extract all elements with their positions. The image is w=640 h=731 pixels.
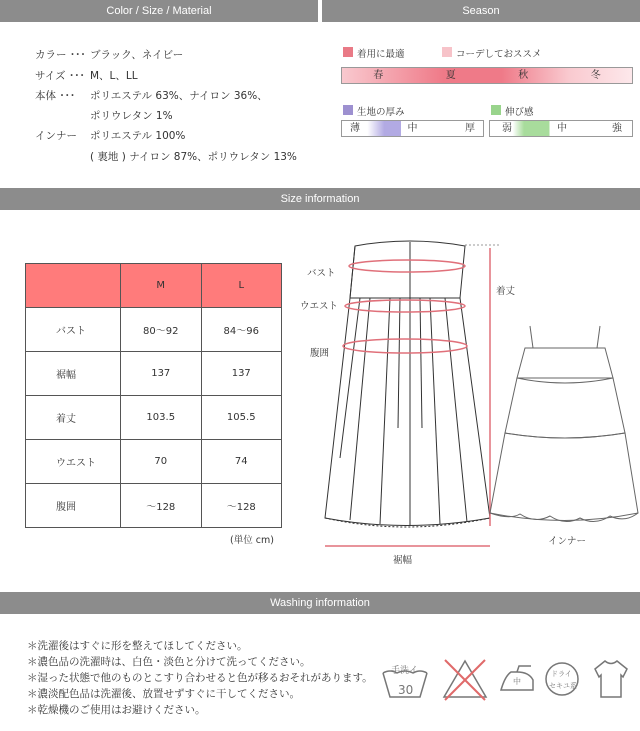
body-value-1: ポリエステル 63%、ナイロン 36%、 — [90, 90, 268, 102]
dry-clean-sub-label: セキユ系 — [549, 682, 577, 690]
row-label: 裾幅 — [26, 352, 121, 396]
diagram-belly-label: 腹囲 — [310, 348, 330, 359]
table-row — [26, 484, 282, 528]
inner-value-2: ( 裏地 ) ナイロン 87%、ポリウレタン 13% — [90, 151, 297, 163]
best-season-label: 着用に最適 — [357, 49, 405, 60]
washing-note: ＊濃色品の洗濯時は、白色・淡色と分けて洗ってください。 — [27, 656, 311, 668]
material-header: Color / Size / Material — [0, 0, 318, 22]
washing-note: ＊濃淡配色品は洗濯後、放置せずすぐに干してください。 — [27, 688, 300, 700]
hand-wash-label: 手洗イ — [391, 666, 419, 676]
season-summer: 夏 — [445, 70, 456, 81]
season-bar — [341, 67, 633, 84]
size-table-header — [26, 264, 282, 308]
washing-notes — [27, 638, 373, 718]
season-winter: 冬 — [590, 70, 601, 81]
diagram-hem-label: 裾幅 — [393, 555, 413, 566]
cell-m: 80〜92 — [121, 308, 202, 352]
cell-l: 74 — [201, 440, 282, 484]
table-row — [26, 308, 282, 352]
cell-l: 137 — [201, 352, 282, 396]
iron-temp-label: 中 — [513, 677, 521, 686]
washing-note: ＊洗濯後はすぐに形を整えてほしてください。 — [27, 640, 248, 652]
coord-season-swatch — [442, 47, 452, 57]
thickness-thick: 厚 — [465, 123, 476, 134]
cell-m: 70 — [121, 440, 202, 484]
cell-m: 〜128 — [121, 484, 202, 528]
size-table — [25, 263, 282, 528]
diagram-bust-label: バスト — [307, 268, 336, 279]
table-row — [26, 352, 282, 396]
body-value-2: ポリウレタン 1% — [90, 110, 173, 122]
stretch-mid: 中 — [557, 123, 567, 134]
dry-clean-icon — [543, 660, 581, 698]
stretch-weak: 弱 — [502, 123, 512, 134]
thickness-swatch — [343, 105, 353, 115]
no-bleach-icon — [440, 655, 490, 703]
inner-label: インナー — [35, 130, 77, 142]
coord-season-label: コーデしておススメ — [456, 49, 542, 60]
size-value: M、L、LL — [90, 70, 138, 82]
thickness-scale — [341, 120, 484, 137]
season-header: Season — [322, 0, 640, 22]
size-label: サイズ ･･･ — [35, 70, 85, 82]
table-row — [26, 396, 282, 440]
stretch-label: 伸び感 — [505, 107, 534, 118]
size-info-header: Size information — [0, 188, 640, 210]
diagram-waist-label: ウエスト — [300, 301, 339, 312]
washing-note: ＊湿った状態で他のものとこすり合わせると色が移るおそれがあります。 — [27, 672, 373, 684]
stretch-scale — [489, 120, 633, 137]
thickness-mid: 中 — [407, 123, 418, 134]
stretch-swatch — [491, 105, 501, 115]
diagram-length-label: 着丈 — [496, 286, 516, 297]
row-label: 腹囲 — [26, 484, 121, 528]
best-season-swatch — [343, 47, 353, 57]
cell-l: 84〜96 — [201, 308, 282, 352]
dry-clean-label: ドライ — [551, 670, 572, 678]
color-value: ブラック、ネイビー — [90, 49, 184, 61]
washing-note: ＊乾燥機のご使用はお避けください。 — [27, 704, 206, 716]
season-spring: 春 — [373, 70, 384, 81]
garment-diagram — [295, 228, 640, 573]
row-label: ウエスト — [26, 440, 121, 484]
season-autumn: 秋 — [518, 70, 529, 81]
inner-drawing — [490, 326, 638, 522]
washing-header: Washing information — [0, 592, 640, 614]
stretch-strong: 強 — [612, 123, 622, 134]
table-row — [26, 440, 282, 484]
diagram-inner-label: インナー — [548, 536, 587, 547]
cell-l: 〜128 — [201, 484, 282, 528]
color-label: カラー ･･･ — [35, 49, 86, 61]
body-label: 本体 ･･･ — [35, 90, 76, 102]
inner-value-1: ポリエステル 100% — [90, 130, 186, 142]
unit-label: (単位 cm) — [230, 535, 274, 546]
size-col-l: L — [201, 264, 282, 308]
hand-wash-temp: 30 — [398, 683, 414, 697]
row-label: バスト — [26, 308, 121, 352]
cell-l: 105.5 — [201, 396, 282, 440]
size-col-m: M — [121, 264, 202, 308]
dress-drawing — [325, 241, 490, 527]
cell-m: 103.5 — [121, 396, 202, 440]
row-label: 着丈 — [26, 396, 121, 440]
thickness-thin: 薄 — [350, 123, 360, 134]
hang-dry-icon — [590, 657, 632, 701]
size-table-corner — [26, 264, 121, 308]
cell-m: 137 — [121, 352, 202, 396]
thickness-label: 生地の厚み — [357, 107, 405, 118]
